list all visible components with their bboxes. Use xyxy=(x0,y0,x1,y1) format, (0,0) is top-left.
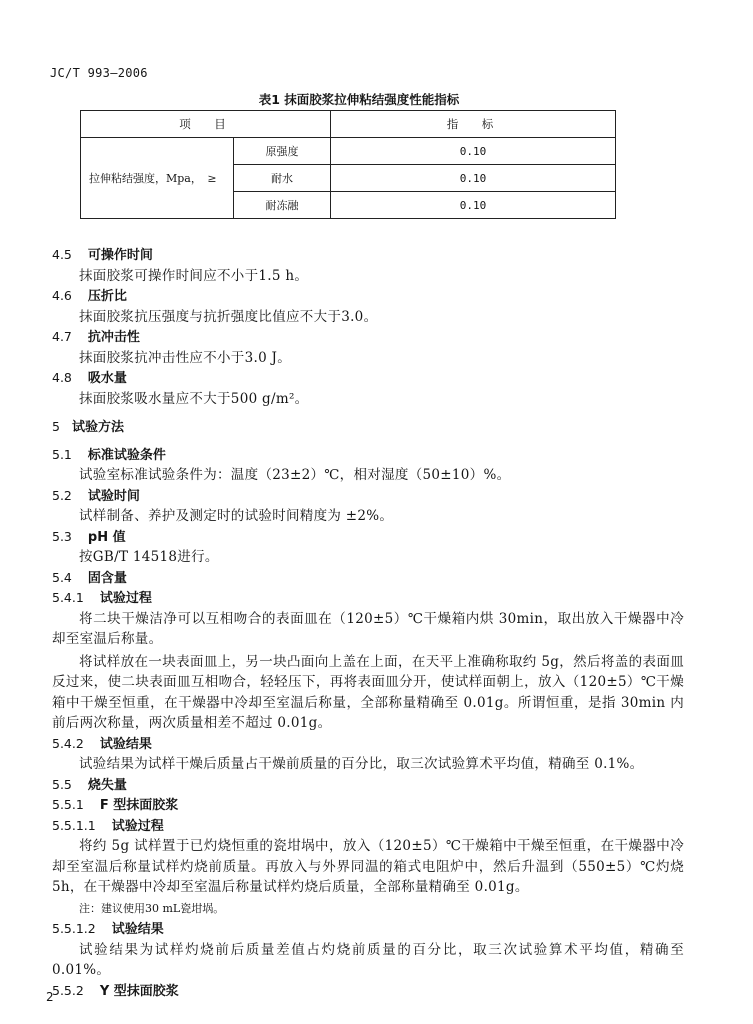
section-paragraph: 试验结果为试样干燥后质量占干燥前质量的百分比，取三次试验算术平均值，精确至 0.1%。 xyxy=(79,756,644,772)
section-heading-5-5 xyxy=(52,775,684,796)
section-number: 5.4.2 xyxy=(52,735,84,751)
table-caption: 表1 抹面胶浆拉伸粘结强度性能指标 xyxy=(258,92,460,107)
section-heading-5-5-1-2 xyxy=(52,919,684,940)
section-paragraph: 抹面胶浆吸水量应不大于500 g/m²。 xyxy=(79,390,309,407)
section-title: 试验过程 xyxy=(111,818,164,834)
section-title: 试验过程 xyxy=(99,591,152,606)
section-heading-5-4-2 xyxy=(52,734,684,755)
section-title: pH 值 xyxy=(87,529,126,545)
page-number: 2 xyxy=(46,990,54,1004)
table-header-value: 指 标 xyxy=(331,111,616,138)
table-value: 0.10 xyxy=(331,138,616,165)
table-sub-item: 耐水 xyxy=(234,165,331,192)
section-title: 固含量 xyxy=(87,570,127,586)
section-paragraph: 试验结果为试样灼烧前后质量差值占灼烧前质量的百分比，取三次试验算术平均值，精确至 0.01%。 xyxy=(52,941,684,978)
section-number: 5.4 xyxy=(52,569,72,585)
table-group-label: 拉伸粘结强度，Mpa， ≥ xyxy=(81,138,234,219)
section-heading-5-1 xyxy=(52,445,684,466)
section-paragraph: 将试样放在一块表面皿上，另一块凸面向上盖在上面，在天平上准确称取约 5g，然后将盖的表面皿反过来，使二块表面皿互相吻合，轻轻压下，再将表面皿分开，使试样面朝上，放入（120±5）℃干燥箱中干燥至恒重，在干燥器中冷却至室温后称量，全部称量精确至 0.01g。所谓恒重，是指 30min 内前后两次称量，两次质量相差不超过 0.01g。 xyxy=(52,653,684,731)
table-header-row xyxy=(81,111,616,138)
section-title: 试验结果 xyxy=(99,736,152,752)
table-header-item: 项 目 xyxy=(81,111,331,138)
section-title: Y 型抹面胶浆 xyxy=(99,983,179,999)
section-heading-5-2 xyxy=(52,486,684,507)
section-heading-5-3 xyxy=(52,527,684,548)
section-paragraph: 抹面胶浆抗压强度与抗折强度比值应不大于3.0。 xyxy=(79,308,378,325)
section-number: 5.5.2 xyxy=(52,982,84,998)
section-title: 试验结果 xyxy=(111,922,164,937)
table-value: 0.10 xyxy=(331,192,616,219)
section-heading-4-6 xyxy=(52,286,684,307)
document-code: JC/T 993—2006 xyxy=(50,66,148,80)
section-title: 压折比 xyxy=(87,289,127,304)
section-paragraph: 按GB/T 14518进行。 xyxy=(79,549,219,565)
section-title: 标准试验条件 xyxy=(87,447,166,463)
section-paragraph: 试样制备、养护及测定时的试验时间精度为 ±2%。 xyxy=(79,508,394,524)
section-title: 试验时间 xyxy=(87,488,140,504)
section-paragraph: 将约 5g 试样置于已灼烧恒重的瓷坩埚中，放入（120±5）℃干燥箱中干燥至恒重，在干燥器中冷却至室温后称量试样灼烧前质量。再放入与外界同温的箱式电阻炉中，然后升温到（550±5）℃灼烧 5h，在干燥器中冷却至室温后称量试样灼烧后质量，全部称量精确至 0.01g。 xyxy=(52,838,684,895)
section-number: 4.5 xyxy=(52,247,72,262)
section-number: 5.2 xyxy=(52,487,72,503)
section-number: 5.5.1.2 xyxy=(52,921,96,936)
section-heading-5 xyxy=(52,417,684,438)
section-heading-4-5 xyxy=(52,245,684,266)
section-number: 5.4.1 xyxy=(52,590,84,605)
section-title: 烧失量 xyxy=(87,777,127,793)
section-paragraph: 抹面胶浆可操作时间应不小于1.5 h。 xyxy=(79,267,309,284)
section-title: F 型抹面胶浆 xyxy=(99,798,179,813)
section-heading-5-4 xyxy=(52,568,684,589)
section-heading-4-7 xyxy=(52,327,684,348)
section-title: 吸水量 xyxy=(87,371,127,386)
section-heading-5-5-2 xyxy=(52,981,684,1002)
section-title: 试验方法 xyxy=(71,419,124,435)
section-number: 5.5 xyxy=(52,776,72,792)
section-heading-4-8 xyxy=(52,368,684,389)
table-row xyxy=(81,138,616,165)
section-note: 注：建议使用30 mL瓷坩埚。 xyxy=(79,901,225,915)
table-value: 0.10 xyxy=(331,165,616,192)
section-paragraph: 将二块干燥洁净可以互相吻合的表面皿在（120±5）℃干燥箱内烘 30min，取出放入干燥器中冷却至室温后称量。 xyxy=(52,610,684,647)
table-sub-item: 耐冻融 xyxy=(234,192,331,219)
section-number: 5.5.1 xyxy=(52,797,84,812)
table-sub-item: 原强度 xyxy=(234,138,331,165)
section-number: 5 xyxy=(52,418,60,434)
document-body xyxy=(52,245,684,1001)
section-number: 4.6 xyxy=(52,288,72,303)
section-number: 5.5.1.1 xyxy=(52,817,96,833)
section-number: 4.8 xyxy=(52,370,72,385)
section-paragraph: 试验室标准试验条件为：温度（23±2）℃，相对湿度（50±10）%。 xyxy=(79,467,511,483)
section-number: 5.1 xyxy=(52,446,72,462)
section-heading-5-5-1 xyxy=(52,795,684,816)
section-number: 5.3 xyxy=(52,528,72,544)
section-title: 抗冲击性 xyxy=(87,330,140,345)
section-title: 可操作时间 xyxy=(87,248,153,263)
section-heading-5-5-1-1 xyxy=(52,816,684,837)
performance-table xyxy=(80,110,616,219)
section-paragraph: 抹面胶浆抗冲击性应不小于3.0 J。 xyxy=(79,349,292,366)
section-heading-5-4-1 xyxy=(52,588,684,609)
section-number: 4.7 xyxy=(52,329,72,344)
